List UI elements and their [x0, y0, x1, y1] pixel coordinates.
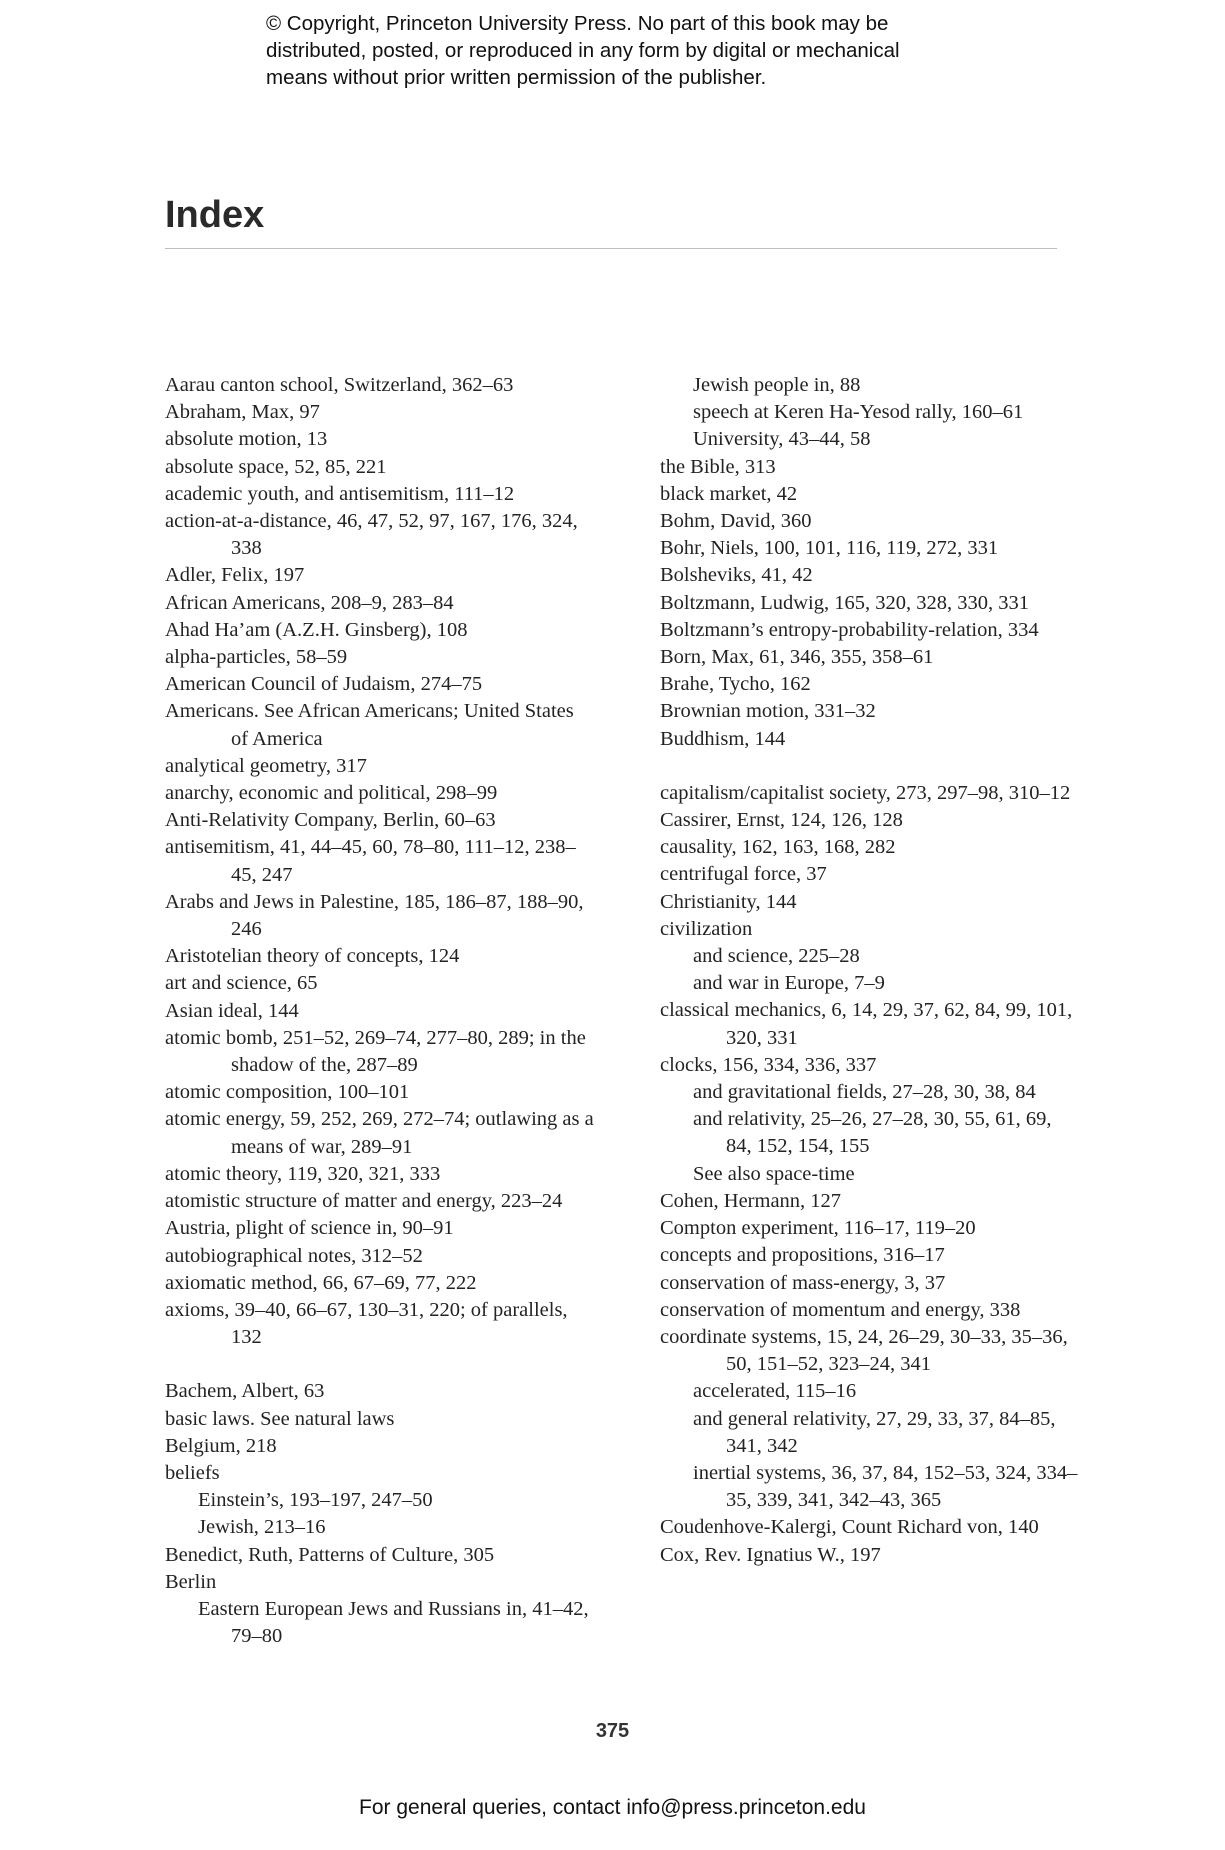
index-entry: concepts and propositions, 316–17 [660, 1244, 945, 1267]
index-entry: Born, Max, 61, 346, 355, 358–61 [660, 646, 934, 669]
index-subentry: and general relativity, 27, 29, 33, 37, 84–85, 341, 342 [693, 1407, 1056, 1457]
index-entry: autobiographical notes, 312–52 [165, 1244, 423, 1267]
index-subentry: inertial systems, 36, 37, 84, 152–53, 324, 334–35, 339, 341, 342–43, 365 [693, 1461, 1078, 1512]
index-entry: action-at-a-distance, 46, 47, 52, 97, 167, 176, 324, 338 [165, 510, 578, 560]
page-number: 375 [595, 1720, 630, 1742]
index-subentry: University, 43–44, 58 [693, 428, 871, 451]
index-entry: Boltzmann’s entropy-probability-relation, 334 [660, 618, 1039, 641]
index-entry: Adler, Felix, 197 [165, 564, 305, 587]
index-subentry: accelerated, 115–16 [693, 1380, 857, 1403]
index-entry: Compton experiment, 116–17, 119–20 [660, 1217, 976, 1240]
index-entry: Ahad Ha’am (A.Z.H. Ginsberg), 108 [165, 618, 468, 641]
page-title: Index [165, 194, 265, 236]
index-entry: Brahe, Tycho, 162 [660, 673, 811, 696]
index-subentry: and science, 225–28 [693, 945, 860, 968]
index-entry: absolute space, 52, 85, 221 [165, 455, 387, 478]
index-entry: civilization [660, 917, 753, 940]
index-subentry: and gravitational fields, 27–28, 30, 38, 84 [693, 1081, 1036, 1104]
index-entry: American Council of Judaism, 274–75 [165, 673, 483, 696]
index-entry: Belgium, 218 [165, 1434, 277, 1457]
index-entry: atomistic structure of matter and energy, 223–24 [165, 1190, 563, 1213]
index-entry: Anti-Relativity Company, Berlin, 60–63 [165, 809, 496, 832]
index-entry: atomic bomb, 251–52, 269–74, 277–80, 289; in the shadow of the, 287–89 [165, 1026, 586, 1077]
index-entry: atomic theory, 119, 320, 321, 333 [165, 1162, 441, 1185]
copyright-line: © Copyright, Princeton University Press. No part of this book may be [266, 12, 889, 35]
copyright-line: means without prior written permission of the publisher. [266, 66, 767, 89]
index-entry: Arabs and Jews in Palestine, 185, 186–87, 188–90, 246 [165, 890, 584, 941]
index-entry: Cohen, Hermann, 127 [660, 1189, 842, 1212]
index-entry: causality, 162, 163, 168, 282 [660, 836, 896, 859]
index-entry: Americans. See African Americans; United States of America [165, 700, 574, 750]
index-entry: conservation of momentum and energy, 338 [660, 1298, 1021, 1321]
index-entry: centrifugal force, 37 [660, 863, 827, 886]
index-subentry: Jewish people in, 88 [693, 374, 861, 396]
index-entry: coordinate systems, 15, 24, 26–29, 30–33, 35–36, 50, 151–52, 323–24, 341 [660, 1325, 1068, 1376]
index-entry: alpha-particles, 58–59 [165, 646, 348, 669]
index-entry: Christianity, 144 [660, 890, 797, 913]
index-column-right [660, 372, 1080, 1569]
index-entry: Austria, plight of science in, 90–91 [165, 1217, 454, 1240]
index-entry: conservation of mass-energy, 3, 37 [660, 1271, 946, 1294]
index-entry: antisemitism, 41, 44–45, 60, 78–80, 111–12, 238–45, 247 [165, 836, 576, 886]
index-entry: Coudenhove-Kalergi, Count Richard von, 140 [660, 1516, 1039, 1539]
index-subentry: and relativity, 25–26, 27–28, 30, 55, 61, 69, 84, 152, 154, 155 [693, 1108, 1052, 1158]
index-entry: Berlin [165, 1570, 217, 1593]
index-subentry: speech at Keren Ha-Yesod rally, 160–61 [693, 401, 1024, 424]
index-entry: Aarau canton school, Switzerland, 362–63 [165, 374, 514, 396]
index-entry: absolute motion, 13 [165, 428, 328, 451]
index-entry: African Americans, 208–9, 283–84 [165, 591, 454, 614]
index-entry: the Bible, 313 [660, 455, 776, 478]
index-entry: Abraham, Max, 97 [165, 401, 320, 424]
footer-contact: For general queries, contact info@press.princeton.edu [359, 1796, 866, 1819]
index-column-left [165, 372, 595, 1650]
index-subentry: and war in Europe, 7–9 [693, 972, 885, 995]
index-entry: clocks, 156, 334, 336, 337 [660, 1053, 877, 1076]
index-entry: Asian ideal, 144 [165, 999, 299, 1022]
index-entry: Bohm, David, 360 [660, 510, 812, 533]
index-entry: basic laws. See natural laws [165, 1407, 395, 1430]
index-entry: Boltzmann, Ludwig, 165, 320, 328, 330, 331 [660, 591, 1029, 614]
index-entry: anarchy, economic and political, 298–99 [165, 782, 498, 805]
index-subentry: See also space-time [693, 1162, 855, 1185]
index-entry: Cox, Rev. Ignatius W., 197 [660, 1543, 881, 1566]
index-entry: analytical geometry, 317 [165, 754, 367, 777]
index-entry: Aristotelian theory of concepts, 124 [165, 945, 460, 968]
index-entry: axiomatic method, 66, 67–69, 77, 222 [165, 1271, 477, 1294]
index-entry: Cassirer, Ernst, 124, 126, 128 [660, 809, 903, 832]
index-subentry: Jewish, 213–16 [198, 1516, 326, 1539]
index-entry: atomic composition, 100–101 [165, 1081, 410, 1104]
index-entry: academic youth, and antisemitism, 111–12 [165, 482, 515, 505]
index-entry: Bohr, Niels, 100, 101, 116, 119, 272, 331 [660, 537, 999, 560]
title-divider [165, 248, 1057, 249]
index-entry: beliefs [165, 1461, 220, 1484]
copyright-notice [266, 10, 1026, 91]
index-entry: Bachem, Albert, 63 [165, 1380, 325, 1403]
index-entry: Buddhism, 144 [660, 727, 786, 750]
index-entry: atomic energy, 59, 252, 269, 272–74; outlawing as a means of war, 289–91 [165, 1108, 594, 1158]
index-entry: Brownian motion, 331–32 [660, 700, 876, 723]
index-entry: Benedict, Ruth, Patterns of Culture, 305 [165, 1543, 495, 1566]
index-entry: capitalism/capitalist society, 273, 297–98, 310–12 [660, 781, 1071, 804]
index-subentry: Einstein’s, 193–197, 247–50 [198, 1489, 433, 1512]
index-entry: classical mechanics, 6, 14, 29, 37, 62, 84, 99, 101, 320, 331 [660, 999, 1073, 1049]
index-entry: axioms, 39–40, 66–67, 130–31, 220; of parallels, 132 [165, 1298, 568, 1349]
index-entry: black market, 42 [660, 482, 798, 505]
index-entry: Bolsheviks, 41, 42 [660, 564, 813, 587]
copyright-line: distributed, posted, or reproduced in any form by digital or mechanical [266, 39, 900, 62]
index-subentry: Eastern European Jews and Russians in, 41–42, 79–80 [198, 1597, 589, 1648]
index-entry: art and science, 65 [165, 972, 318, 995]
